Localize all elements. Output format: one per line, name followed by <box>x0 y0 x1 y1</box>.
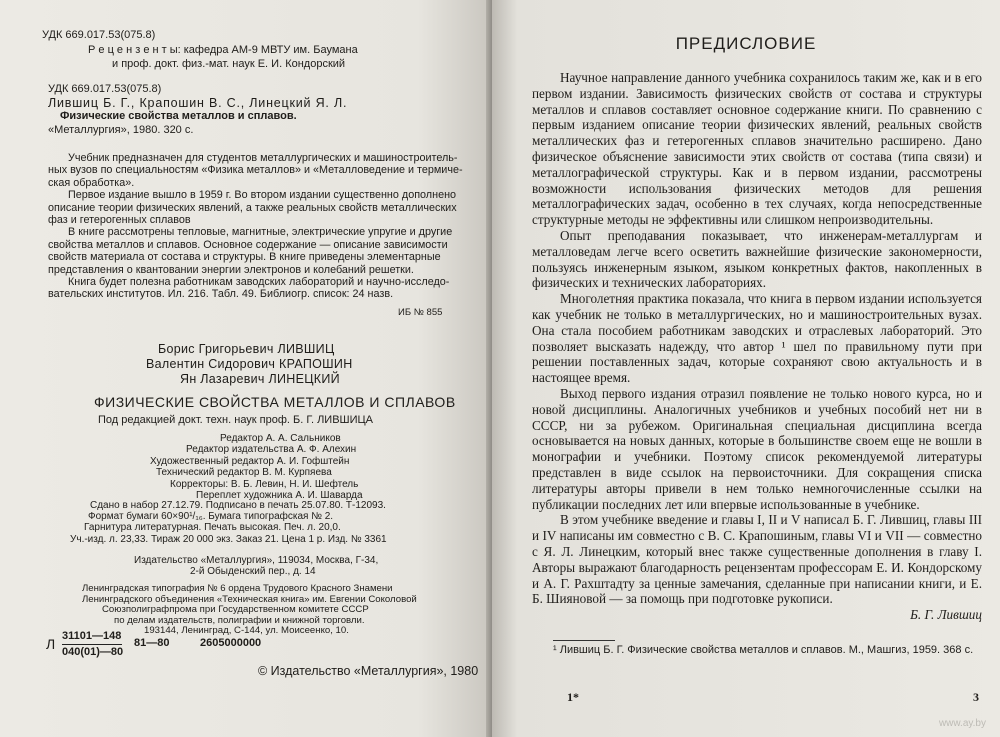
print-data <box>70 500 480 545</box>
print-line: Уч.-изд. л. 23,33. Тираж 20 000 экз. Заказ 21. Цена 1 р. Изд. № 3361 <box>70 533 387 545</box>
preface-paragraph: В этом учебнике введение и главы I, II и V написал Б. Г. Лившиц, главы III и IV написаны им совместно с В. С. Крапошиным, главы VI и VII — совместно с Я. Л. Линецким, который внес также существенные дополнения в главу I. Авторы выражают благодарность рецензентам профессорам Е. И. Кондорскому и А. Г. Рахштадту за ценные замечания, сделанные при написании книги, и Е. Б. Шияновой — за помощь при подготовке рукописи. <box>532 512 982 607</box>
preface-paragraph: Выход первого издания отразил появление не только нового курса, но и новой дисциплины. Аналогичных учебников и учебных пособий нет ни в СССР, ни за рубежом. Оригинальная специальная дисциплина всегда основывается на новых данных, которые в большинстве своем еще не вошли в монографии и учебники. Поэтому список рекомендуемой литературы представлен в виде ссылок на первоисточники. Для сокращения списка литературы авторы привели в нем только немногочисленные ссылки на публикации последних лет или впервые использованные в учебнике. <box>532 385 982 512</box>
biblio-udk: УДК 669.017.53(075.8) <box>48 83 162 95</box>
editor-line: Редактор издательства А. Ф. Алехин <box>186 444 357 456</box>
author-kraposhin: Валентин Сидорович КРАПОШИН <box>146 357 353 371</box>
abstract-line: ская обработка». <box>48 176 135 189</box>
signature-mark: 1* <box>567 690 579 704</box>
ib-number: ИБ № 855 <box>398 307 443 318</box>
abstract-line: свойства металлов и сплавов. Основное содержание — описание зависимости <box>48 238 448 251</box>
code-bottom: 040(01)—80 <box>62 646 124 658</box>
reviewers-line-1: Р е ц е н з е н т ы: кафедра АМ-9 МВТУ им. Баумана <box>88 44 358 56</box>
abstract-line: описание теории физических явлений, а также реальных свойств металлических <box>48 201 457 214</box>
code-fraction-line <box>62 644 122 645</box>
preface-paragraph: Опыт преподавания показывает, что инженерам-металлургам и металловедам легче всего осветить важнейшие физические закономерности, пользуясь инженерным языком, языком конкретных фактов, накопленных в физических и технических лабораториях. <box>532 227 982 291</box>
footnote-rule <box>553 640 615 641</box>
abstract-line: ных вузов по специальностям «Физика металлов» и «Металловедение и термиче- <box>48 164 463 177</box>
footnote: ¹ Лившиц Б. Г. Физические свойства металлов и сплавов. М., Машгиз, 1959. 368 с. <box>553 644 974 656</box>
editor-line: Технический редактор В. М. Курпяева <box>156 467 332 479</box>
code-right: 2605000000 <box>200 637 262 649</box>
biblio-title: Физические свойства металлов и сплавов. <box>60 110 297 122</box>
preface-paragraph: Научное направление данного учебника сохранилось таким же, как и в его первом издании. Зависимость физических свойств от состава и структуры металлов и сплавов составляет основное содержание книги. По сравнению с первым изданием описание теории физических явлений, реальных свойств металлических фаз и гетерогенных сплавов значительно расширено. Дано физическое объяснение зависимости этих свойств от состава (типа связи) и металлографической структуры. Как и в первом издании, рассмотрены возможности использования физических методов для решения металлографических задач, особенно в тех случаях, когда непосредственные структурные методы не эффективны или слишком непроизводительны. <box>532 70 982 228</box>
publisher-address <box>100 555 480 577</box>
abstract-line: Первое издание вышло в 1959 г. Во втором издании существенно дополнено <box>68 189 457 202</box>
udk-code-top: УДК 669.017.53(075.8) <box>42 29 156 41</box>
printer-line: по делам издательств, полиграфии и книжной торговли. <box>114 614 365 626</box>
biblio-authors: Лившиц Б. Г., Крапошин В. С., Линецкий Я. Л. <box>48 96 348 110</box>
publisher-line: 2-й Обыденский пер., д. 14 <box>190 566 316 578</box>
printer-line: Ленинградского объединения «Техническая книга» им. Евгении Соколовой <box>82 593 417 605</box>
printer-info <box>82 584 482 637</box>
reviewers-line-2: и проф. докт. физ.-мат. наук Е. И. Кондорский <box>112 58 346 70</box>
biblio-publisher: «Металлургия», 1980. 320 с. <box>48 124 194 136</box>
editor-line: Редактор А. А. Сальников <box>220 433 341 444</box>
abstract-line: В книге рассмотрены тепловые, магнитные, электрические упругие и другие <box>68 226 453 239</box>
preface-paragraph: Многолетняя практика показала, что книга в первом издании используется как учебник не только в металлургических, но и машиностроительных вузах. Она стала пособием работникам заводских и отраслевых лабораторий. Это позволяет высказать надежду, что автор ¹ шел по правильному пути при решении поставленных задач, которые сохраняют свою актуальность и в настоящее время. <box>532 291 982 386</box>
printer-line: Ленинградская типография № 6 ордена Трудового Красного Знамени <box>82 583 393 594</box>
author-livshits: Борис Григорьевич ЛИВШИЦ <box>158 342 335 356</box>
editors-list <box>150 433 480 501</box>
abstract-line: вательских институтов. Ил. 216. Табл. 49. Библиогр. список: 24 назв. <box>48 288 394 301</box>
print-line: Сдано в набор 27.12.79. Подписано в печать 25.07.80. Т-12093. <box>90 500 386 511</box>
print-line: Формат бумаги 60×90¹/₁₆. Бумага типографская № 2. <box>88 511 334 523</box>
editorship: Под редакцией докт. техн. наук проф. Б. Г. ЛИВШИЦА <box>98 414 374 426</box>
editor-line: Корректоры: В. Б. Левин, Н. И. Шефтель <box>170 478 359 490</box>
preface-body <box>532 70 982 623</box>
page-number: 3 <box>973 690 979 704</box>
printer-line: 193144, Ленинград, С-144, ул. Моисеенко, 10. <box>144 625 349 637</box>
abstract-line: Учебник предназначен для студентов металлургических и машиностроитель- <box>68 152 458 164</box>
abstract-line: фаз и гетерогенных сплавов <box>48 214 191 227</box>
left-page-imprint <box>0 0 492 737</box>
code-letter: Л <box>46 636 56 652</box>
printer-line: Союзполиграфпрома при Государственном комитете СССР <box>102 604 369 616</box>
code-mid: 81—80 <box>134 637 170 649</box>
watermark: www.ay.by <box>938 718 986 729</box>
book-abstract <box>48 152 478 301</box>
editor-line: Художественный редактор А. И. Гофштейн <box>150 455 350 467</box>
abstract-line: представления о квантовании энергии электронов и колебаний решетки. <box>48 263 414 276</box>
print-line: Гарнитура литературная. Печать высокая. Печ. л. 20,0. <box>84 522 341 534</box>
editor-line: Переплет художника А. И. Шаварда <box>196 490 363 502</box>
code-top: 31101—148 <box>62 630 122 642</box>
abstract-line: Книга будет полезна работникам заводских лабораторий и научно-исследо- <box>68 276 450 289</box>
preface-signature: Б. Г. Лившиц <box>910 607 982 623</box>
preface-heading: ПРЕДИСЛОВИЕ <box>675 34 817 53</box>
author-linetsky: Ян Лазаревич ЛИНЕЦКИЙ <box>180 372 340 386</box>
abstract-line: свойств материала от состава и структуры. В книге приведены элементарные <box>48 251 441 264</box>
publisher-line: Издательство «Металлургия», 119034, Москва, Г-34, <box>134 555 379 566</box>
book-title: ФИЗИЧЕСКИЕ СВОЙСТВА МЕТАЛЛОВ И СПЛАВОВ <box>94 394 456 410</box>
copyright: © Издательство «Металлургия», 1980 <box>258 664 479 678</box>
